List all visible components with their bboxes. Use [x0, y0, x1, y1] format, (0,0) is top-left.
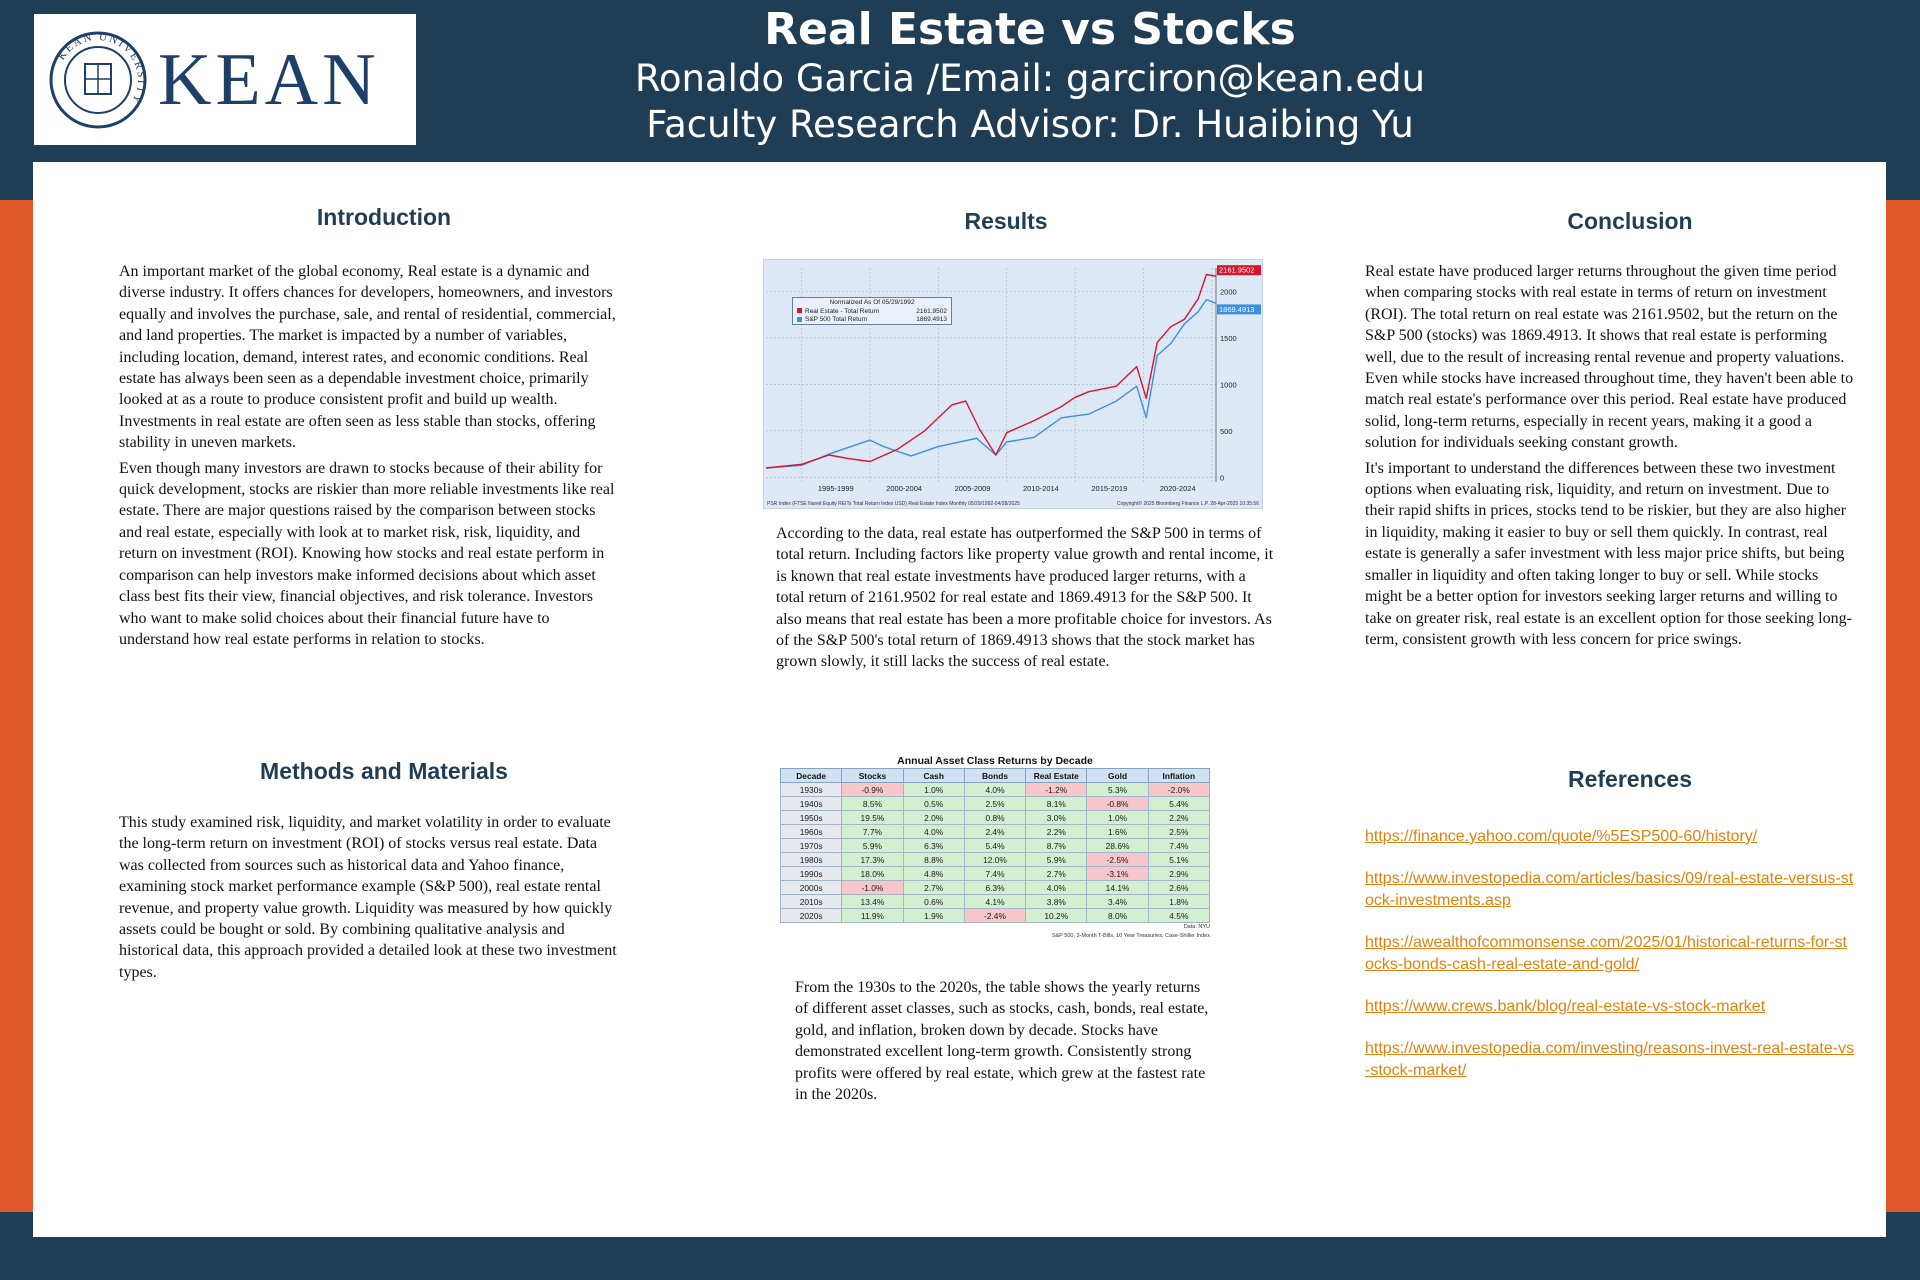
table-value-cell: -2.0% — [1148, 783, 1209, 797]
table-decade-cell: 1980s — [781, 853, 842, 867]
table-value-cell: 4.8% — [903, 867, 964, 881]
table-value-cell: 8.5% — [842, 797, 903, 811]
table-value-cell: 1.8% — [1148, 895, 1209, 909]
table-row — [781, 867, 1210, 881]
table-value-cell: -3.1% — [1087, 867, 1148, 881]
table-value-cell: 17.3% — [842, 853, 903, 867]
university-seal-icon — [48, 30, 148, 130]
results-paragraph: According to the data, real estate has outperformed the S&P 500 in terms of total return. Including factors like property value growth and rental income, it is known that real estate investments have produced larger returns, with a total return of 2161.9502 for real estate and 1869.4913 for the S&P 500. It also means that real estate has been a more profitable choice for investors. As of the S&P 500's total return of 1869.4913 shows that the stock market has grown slowly, it still lacks the success of real estate. — [776, 525, 1274, 671]
table-value-cell: 3.8% — [1026, 895, 1087, 909]
legend-entry-sp500 — [797, 316, 947, 325]
introduction-text — [119, 261, 619, 654]
table-value-cell: -2.5% — [1087, 853, 1148, 867]
poster-title: Real Estate vs Stocks — [764, 4, 1296, 55]
table-decade-cell: 1970s — [781, 839, 842, 853]
table-title: Annual Asset Class Returns by Decade — [897, 755, 1093, 767]
table-value-cell: 7.7% — [842, 825, 903, 839]
table-decade-cell: 1940s — [781, 797, 842, 811]
reference-link-investopedia-investing[interactable]: https://www.investopedia.com/investing/reasons-invest-real-estate-vs-stock-market/ — [1365, 1040, 1855, 1079]
x-tick-label: 2005-2009 — [954, 484, 991, 493]
table-value-cell: 2.5% — [1148, 825, 1209, 839]
table-value-cell: 4.5% — [1148, 909, 1209, 923]
reference-link-awealthofcommonsense[interactable]: https://awealthofcommonsense.com/2025/01/historical-returns-for-stocks-bonds-cash-real-estate-and-gold/ — [1365, 934, 1847, 973]
table-value-cell: 2.4% — [964, 825, 1025, 839]
table-decade-cell: 1950s — [781, 811, 842, 825]
table-value-cell: 2.5% — [964, 797, 1025, 811]
results-paragraph: From the 1930s to the 2020s, the table shows the yearly returns of different asset classes, such as stocks, cash, bonds, real estate, gold, and inflation, broken down by decade. Stocks have demonstrated excellent long-term growth. Consistently strong profits were offered by real estate, which grew at the fastest rate in the 2020s. — [795, 979, 1209, 1104]
table-value-cell: 5.9% — [842, 839, 903, 853]
table-column-header: Real Estate — [1026, 769, 1087, 783]
table-value-cell: 14.1% — [1087, 881, 1148, 895]
table-value-cell: 12.0% — [964, 853, 1025, 867]
y-tick-label: 1000 — [1220, 380, 1237, 390]
reference-link-crews-bank[interactable]: https://www.crews.bank/blog/real-estate-vs-stock-market — [1365, 998, 1766, 1015]
chart-footer-right: Copyright© 2025 Bloomberg Finance L.P. 28-Apr-2025 10:35:56 — [1116, 501, 1259, 507]
methods-text — [119, 812, 619, 987]
legend-swatch — [797, 308, 802, 313]
table-data-source: Data: NYU — [1183, 924, 1210, 930]
author-line: Ronaldo Garcia /Email: garciron@kean.edu — [634, 57, 1426, 100]
methods-heading: Methods and Materials — [260, 758, 508, 784]
table-value-cell: 1.9% — [903, 909, 964, 923]
table-value-cell: 0.8% — [964, 811, 1025, 825]
introduction-paragraph: An important market of the global economy, Real estate is a dynamic and diverse industry. It offers chances for developers, homeowners, and investors equally and involves the purchase, sale, and rental of residential, commercial, and land properties. The market is impacted by a number of variables, including location, demand, interest rates, and economic conditions. Real estate has always been seen as a dependable investment choice, primarily looked at as a route to produce consistent profit and build up wealth. Investments in real estate are often seen as less stable than stocks, offering stability in uneven markets. — [119, 263, 616, 452]
table-value-cell: 2.7% — [903, 881, 964, 895]
table-value-cell: 2.2% — [1148, 811, 1209, 825]
table-row — [781, 895, 1210, 909]
table-source-note: S&P 500, 3-Month T-Bills, 10 Year Treasuries, Case-Shiller Index — [1051, 933, 1210, 939]
table-value-cell: 18.0% — [842, 867, 903, 881]
table-value-cell: 4.0% — [964, 783, 1025, 797]
table-column-header: Cash — [903, 769, 964, 783]
table-value-cell: 6.3% — [903, 839, 964, 853]
legend-note: Normalized As Of 05/29/1992 — [829, 299, 915, 306]
conclusion-heading: Conclusion — [1567, 208, 1693, 234]
table-value-cell: 1.0% — [1087, 811, 1148, 825]
kean-logo — [34, 14, 416, 145]
chart-legend — [792, 297, 952, 325]
table-decade-cell: 2020s — [781, 909, 842, 923]
legend-value: 2161.9502 — [916, 307, 947, 315]
legend-entry-real-estate — [797, 308, 947, 317]
table-decade-cell: 2000s — [781, 881, 842, 895]
table-value-cell: 2.2% — [1026, 825, 1087, 839]
returns-table — [780, 768, 1210, 923]
last-value-label: 2161.9502 — [1219, 265, 1255, 275]
table-value-cell: 1.6% — [1087, 825, 1148, 839]
y-tick-label: 2000 — [1220, 287, 1237, 297]
conclusion-paragraph: Real estate have produced larger returns throughout the given time period when comparing stocks with real estate in terms of return on investment (ROI). The total return on real estate was 2161.9502, but the return on the S&P 500 (stocks) was 1869.4913. It shows that real estate is performing well, due to the result of increasing rental revenue and property valuations. Even while stocks have increased throughout time, they haven't been able to match real estate's performance over this period. Real estate have produced solid, long-term returns, especially in recent years, making it a good a solution for individuals seeking constant growth. — [1365, 263, 1854, 452]
chart-footer-left: PSR Index (FTSE Nareit Equity REITs Total Return Index USD) Real Estate Index Monthly 05/29/1992-04/28/2025 — [767, 501, 1020, 507]
legend-swatch — [797, 317, 802, 322]
legend-label: S&P 500 Total Return — [805, 316, 868, 324]
table-header-row — [781, 769, 1210, 783]
table-column-header: Stocks — [842, 769, 903, 783]
reference-link-investopedia-articles[interactable]: https://www.investopedia.com/articles/basics/09/real-estate-versus-stock-investments.asp — [1365, 870, 1854, 909]
table-column-header: Bonds — [964, 769, 1025, 783]
table-row — [781, 853, 1210, 867]
table-decade-cell: 1960s — [781, 825, 842, 839]
table-row — [781, 783, 1210, 797]
x-tick-label: 2020-2024 — [1159, 484, 1196, 493]
table-value-cell: -2.4% — [964, 909, 1025, 923]
table-row — [781, 909, 1210, 923]
table-value-cell: 1.0% — [903, 783, 964, 797]
table-value-cell: 4.0% — [903, 825, 964, 839]
references-list — [1365, 826, 1855, 1102]
reference-link-yahoo-finance[interactable]: https://finance.yahoo.com/quote/%5ESP500-60/history/ — [1365, 828, 1758, 845]
table-value-cell: 8.7% — [1026, 839, 1087, 853]
table-value-cell: 5.1% — [1148, 853, 1209, 867]
table-decade-cell: 2010s — [781, 895, 842, 909]
methods-paragraph: This study examined risk, liquidity, and market volatility in order to evaluate the long-term return on investment (ROI) of stocks versus real estate. Data was collected from sources such as historical data and Yahoo finance, examining stock market performance example (S&P 500), real estate rental revenue, and property value growth. Liquidity was measured by how quickly assets could be bought or sold. By combining qualitative analysis and historical data, this approach provided a detailed look at these two investment types. — [119, 814, 617, 981]
table-value-cell: 11.9% — [842, 909, 903, 923]
table-value-cell: 4.0% — [1026, 881, 1087, 895]
y-tick-label: 0 — [1220, 473, 1225, 483]
y-tick-label: 500 — [1220, 426, 1233, 436]
x-tick-label: 1995-1999 — [817, 484, 854, 493]
table-row — [781, 881, 1210, 895]
references-heading: References — [1567, 766, 1693, 792]
legend-label: Real Estate - Total Return — [805, 307, 880, 315]
results-text-2 — [795, 977, 1215, 1109]
table-value-cell: 10.2% — [1026, 909, 1087, 923]
table-value-cell: 5.3% — [1087, 783, 1148, 797]
table-value-cell: 5.4% — [964, 839, 1025, 853]
introduction-paragraph: Even though many investors are drawn to stocks because of their ability for quick development, stocks are riskier than more reliable investments like real estate. There are major questions raised by the comparison between stocks and real estate, especially with look at to market risk, risk, liquidity, and return on investment (ROI). Knowing how stocks and real estate perform in comparison can help investors make informed decisions about which asset class best fits their view, financial objectives, and risk tolerance. Investors who want to make solid choices about their financial future have to understand how real estate performs in relation to stocks. — [119, 459, 615, 648]
table-decade-cell: 1930s — [781, 783, 842, 797]
table-value-cell: 2.7% — [1026, 867, 1087, 881]
x-tick-label: 2010-2014 — [1022, 484, 1059, 493]
table-value-cell: 8.0% — [1087, 909, 1148, 923]
table-value-cell: 8.1% — [1026, 797, 1087, 811]
table-value-cell: 7.4% — [1148, 839, 1209, 853]
results-heading: Results — [964, 208, 1048, 234]
table-value-cell: 2.6% — [1148, 881, 1209, 895]
conclusion-paragraph: It's important to understand the differences between these two investment options when evaluating risk, liquidity, and return on investment. Due to their rapid shifts in prices, stocks tend to be riskier, but they are also higher in liquidity, making it easier to buy or sell them quickly. In contrast, real estate is generally a safer investment with less major price shifts, but being smaller in liquidity and often taking longer to buy or sell. While stocks might be a better option for investors seeking larger returns and willing to take on greater risk, real estate is an excellent option for those seeking long-term, consistent growth with less concern for price swings. — [1365, 459, 1852, 648]
x-tick-label: 2015-2019 — [1091, 484, 1128, 493]
table-value-cell: 0.5% — [903, 797, 964, 811]
conclusion-text — [1365, 261, 1855, 654]
logo-wordmark: KEAN — [158, 38, 380, 121]
table-value-cell: 4.1% — [964, 895, 1025, 909]
table-value-cell: 6.3% — [964, 881, 1025, 895]
introduction-heading: Introduction — [316, 204, 452, 230]
y-tick-label: 1500 — [1220, 333, 1237, 343]
table-value-cell: 2.9% — [1148, 867, 1209, 881]
svg-text:KEAN UNIVERSITY: KEAN UNIVERSITY — [55, 30, 148, 107]
asset-returns-table — [780, 754, 1210, 941]
table-value-cell: 3.4% — [1087, 895, 1148, 909]
table-column-header: Inflation — [1148, 769, 1209, 783]
table-column-header: Gold — [1087, 769, 1148, 783]
table-value-cell: 5.9% — [1026, 853, 1087, 867]
table-value-cell: 5.4% — [1148, 797, 1209, 811]
table-value-cell: 28.6% — [1087, 839, 1148, 853]
table-value-cell: -0.8% — [1087, 797, 1148, 811]
table-value-cell: 19.5% — [842, 811, 903, 825]
table-row — [781, 839, 1210, 853]
table-value-cell: 0.6% — [903, 895, 964, 909]
table-column-header: Decade — [781, 769, 842, 783]
last-value-label: 1869.4913 — [1219, 304, 1255, 314]
table-value-cell: -1.0% — [842, 881, 903, 895]
title-block — [560, 4, 1500, 148]
table-row — [781, 797, 1210, 811]
table-value-cell: -1.2% — [1026, 783, 1087, 797]
table-value-cell: 13.4% — [842, 895, 903, 909]
chart-footer — [764, 501, 1262, 507]
table-value-cell: 2.0% — [903, 811, 964, 825]
advisor-line: Faculty Research Advisor: Dr. Huaibing Yu — [646, 103, 1414, 146]
table-row — [781, 811, 1210, 825]
table-value-cell: -0.9% — [842, 783, 903, 797]
table-value-cell: 3.0% — [1026, 811, 1087, 825]
table-value-cell: 8.8% — [903, 853, 964, 867]
table-value-cell: 7.4% — [964, 867, 1025, 881]
poster-sheet — [33, 162, 1886, 1237]
legend-value: 1869.4913 — [916, 316, 947, 324]
table-decade-cell: 1990s — [781, 867, 842, 881]
total-return-chart — [763, 259, 1263, 509]
poster-header — [0, 0, 1920, 160]
results-text-1 — [776, 523, 1276, 677]
x-tick-label: 2000-2004 — [886, 484, 923, 493]
table-row — [781, 825, 1210, 839]
